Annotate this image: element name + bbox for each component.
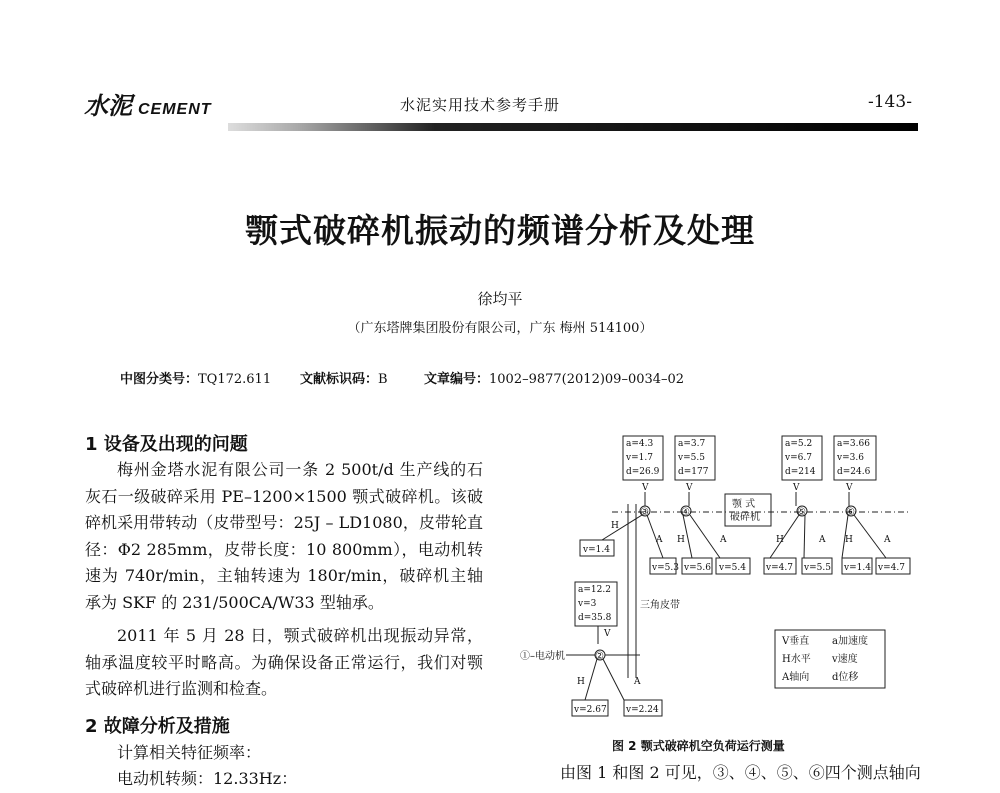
box6-v: v=3.6 [837,453,864,463]
crusher-label1: 颚 式 [732,499,756,510]
point2-label: ② [595,651,604,662]
label-a6: A [884,535,891,545]
legend-v: V垂直 [782,636,810,647]
legend-d: d位移 [832,672,859,683]
point6-label: ⑥ [846,507,855,518]
logo-en: CEMENT [138,101,212,118]
v-a2: v=2.24 [626,705,659,715]
box3-a: a=4.3 [626,439,654,449]
section1-paragraph2: 2011 年 5 月 28 日，颚式破碎机出现振动异常，轴承温度较平时略高。为确保设备正常运行，我们对颚式破碎机进行监测和检查。 [85,626,483,698]
box6-d: d=24.6 [837,467,871,477]
label-a3: A [656,535,663,545]
v-a5: v=5.5 [804,563,831,573]
v-a4: v=5.4 [719,563,746,573]
box5-d: d=214 [785,467,816,477]
label-a4: A [720,535,727,545]
figure-2-diagram [520,430,940,730]
meta-clc-value: TQ172.611 [198,372,272,387]
right-column-text: 由图 1 和图 2 可见，③、④、⑤、⑥四个测点轴向 [560,763,921,782]
article-title: 颚式破碎机振动的频谱分析及处理 [245,211,755,250]
section1-heading: 1 设备及出现的问题 [85,434,248,455]
legend-vv: v速度 [832,654,858,665]
meta-clc [120,368,271,387]
section2-line1: 计算相关特征频率： [117,743,262,762]
logo-cn: 水泥 [84,91,132,120]
label-v2: V [604,629,611,639]
box6-a: a=3.66 [837,439,870,449]
journal-logo [84,86,212,121]
legend-a: a加速度 [832,636,868,647]
belt-label: 三角皮带 [640,600,680,611]
journal-name: 水泥实用技术参考手册 [400,96,561,114]
meta-art-value: 1002–9877(2012)09–0034–02 [489,372,685,387]
meta-doc [300,368,388,387]
point5-label: ⑤ [797,507,806,518]
label-v5: V [793,483,800,493]
section1-paragraph1: 梅州金塔水泥有限公司一条 2 500t/d 生产线的石灰石一级破碎采用 PE–1200×1500 颚式破碎机。该破碎机采用带转动（皮带型号：25J – LD1080，皮带轮直径：Φ2 285mm，皮带长度：10 800mm），电动机转速为 740r/min，主轴转速为 180r/min，破碎机主轴承为 SKF 的 231/500CA/W33 型轴承。 [85,460,483,612]
article-author: 徐均平 [477,290,523,308]
label-h6: H [845,535,853,545]
box3-v: v=1.7 [626,453,653,463]
legend-h: H水平 [782,654,811,665]
meta-clc-label: 中图分类号： [120,372,199,387]
point4-label: ④ [681,507,690,518]
article-affiliation: （广东塔牌集团股份有限公司，广东 梅州 514100） [347,321,653,336]
meta-doc-label: 文献标识码： [300,372,379,387]
v-a6: v=4.7 [878,563,905,573]
label-v6: V [846,483,853,493]
section2-heading: 2 故障分析及措施 [85,716,230,737]
label-h2: H [577,677,585,687]
v-h3: v=1.4 [583,545,610,555]
meta-doc-value: B [378,372,388,387]
legend-ax: A轴向 [782,672,810,683]
motor-label: ①–电动机 [520,651,565,662]
page-number: -143- [868,92,912,112]
label-h4: H [677,535,685,545]
v-h6: v=1.4 [844,563,871,573]
box4-d: d=177 [678,467,709,477]
box4-a: a=3.7 [678,439,706,449]
v-a3: v=5.3 [652,563,679,573]
label-v3: V [642,483,649,493]
box3-d: d=26.9 [626,467,660,477]
v-h4: v=5.6 [684,563,711,573]
header-rule [228,123,918,131]
section2-line2: 电动机转频：12.33Hz： [117,769,298,788]
crusher-label2: 破碎机 [730,512,760,523]
label-a2: A [634,677,641,687]
label-v4: V [686,483,693,493]
meta-art-label: 文章编号： [424,372,490,387]
label-a5: A [819,535,826,545]
box2-a: a=12.2 [578,585,611,595]
box5-v: v=6.7 [785,453,812,463]
figure-2-caption: 图 2 颚式破碎机空负荷运行测量 [612,739,785,753]
box2-v: v=3 [578,599,597,609]
point3-label: ③ [640,507,649,518]
label-h3: H [611,521,619,531]
meta-art [424,368,684,387]
box4-v: v=5.5 [678,453,705,463]
box2-d: d=35.8 [578,613,612,623]
v-h5: v=4.7 [766,563,793,573]
v-h2: v=2.67 [574,705,607,715]
box5-a: a=5.2 [785,439,813,449]
label-h5: H [776,535,784,545]
